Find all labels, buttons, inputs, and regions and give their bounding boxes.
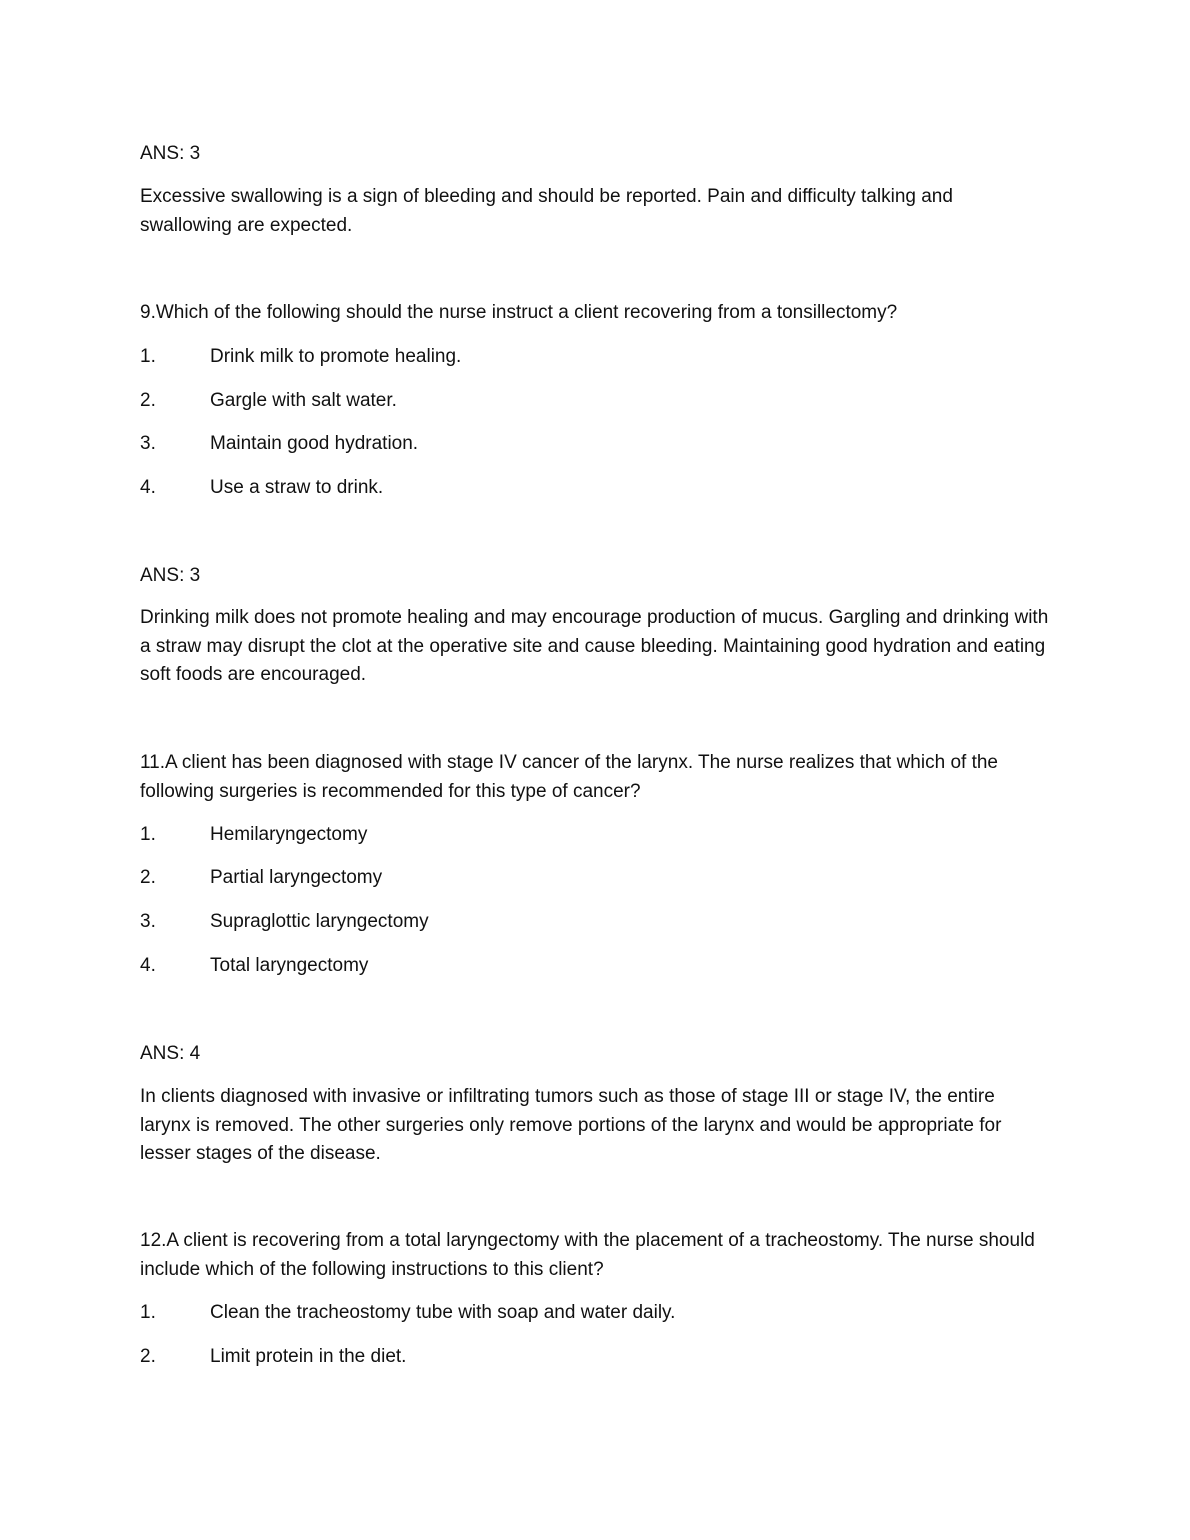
question-9-option <box>140 343 461 371</box>
question-11-text: 11.A client has been diagnosed with stage IV cancer of the larynx. The nurse realizes that which of the following surgeries is recommended for this type of cancer? <box>140 752 998 802</box>
option-text: Total laryngectomy <box>210 955 369 976</box>
option-text: Gargle with salt water. <box>210 390 397 411</box>
question-9-text: 9.Which of the following should the nurse instruct a client recovering from a tonsillectomy? <box>140 302 898 323</box>
option-text: Supraglottic laryngectomy <box>210 911 429 932</box>
question-11-option <box>140 864 382 892</box>
option-number: 3. <box>140 433 156 454</box>
option-number: 4. <box>140 477 156 498</box>
option-number: 2. <box>140 390 156 411</box>
question-11-option <box>140 821 367 849</box>
option-text: Limit protein in the diet. <box>210 1346 407 1367</box>
option-number: 2. <box>140 1346 156 1367</box>
option-text: Partial laryngectomy <box>210 867 383 888</box>
option-number: 1. <box>140 346 156 367</box>
question-9-option <box>140 387 397 415</box>
answer-label: ANS: 4 <box>140 1043 201 1064</box>
question-11-option <box>140 908 429 936</box>
rationale-text: Drinking milk does not promote healing and may encourage production of mucus. Gargling and drinking with a straw may disrupt the clot at the operative site and cause bleeding. Maintaining good hydration and eating soft foods are encouraged. <box>140 607 1049 685</box>
question-9-option <box>140 430 418 458</box>
question-11-option <box>140 952 368 980</box>
question-12-text: 12.A client is recovering from a total laryngectomy with the placement of a tracheostomy. The nurse should include which of the following instructions to this client? <box>140 1230 1035 1280</box>
option-text: Drink milk to promote healing. <box>210 346 462 367</box>
rationale-text: In clients diagnosed with invasive or infiltrating tumors such as those of stage III or stage IV, the entire larynx is removed. The other surgeries only remove portions of the larynx and would be appropriate for lesser stages of the disease. <box>140 1086 1002 1164</box>
option-text: Clean the tracheostomy tube with soap and water daily. <box>210 1302 676 1323</box>
question-12-option <box>140 1343 406 1371</box>
option-number: 2. <box>140 867 156 888</box>
question-9-option <box>140 474 383 502</box>
answer-label: ANS: 3 <box>140 143 201 164</box>
answer-label: ANS: 3 <box>140 565 201 586</box>
option-text: Maintain good hydration. <box>210 433 419 454</box>
option-text: Hemilaryngectomy <box>210 824 368 845</box>
option-text: Use a straw to drink. <box>210 477 384 498</box>
option-number: 3. <box>140 911 156 932</box>
question-12-option <box>140 1299 675 1327</box>
rationale-text: Excessive swallowing is a sign of bleeding and should be reported. Pain and difficulty talking and swallowing are expected. <box>140 186 953 236</box>
option-number: 4. <box>140 955 156 976</box>
option-number: 1. <box>140 1302 156 1323</box>
option-number: 1. <box>140 824 156 845</box>
